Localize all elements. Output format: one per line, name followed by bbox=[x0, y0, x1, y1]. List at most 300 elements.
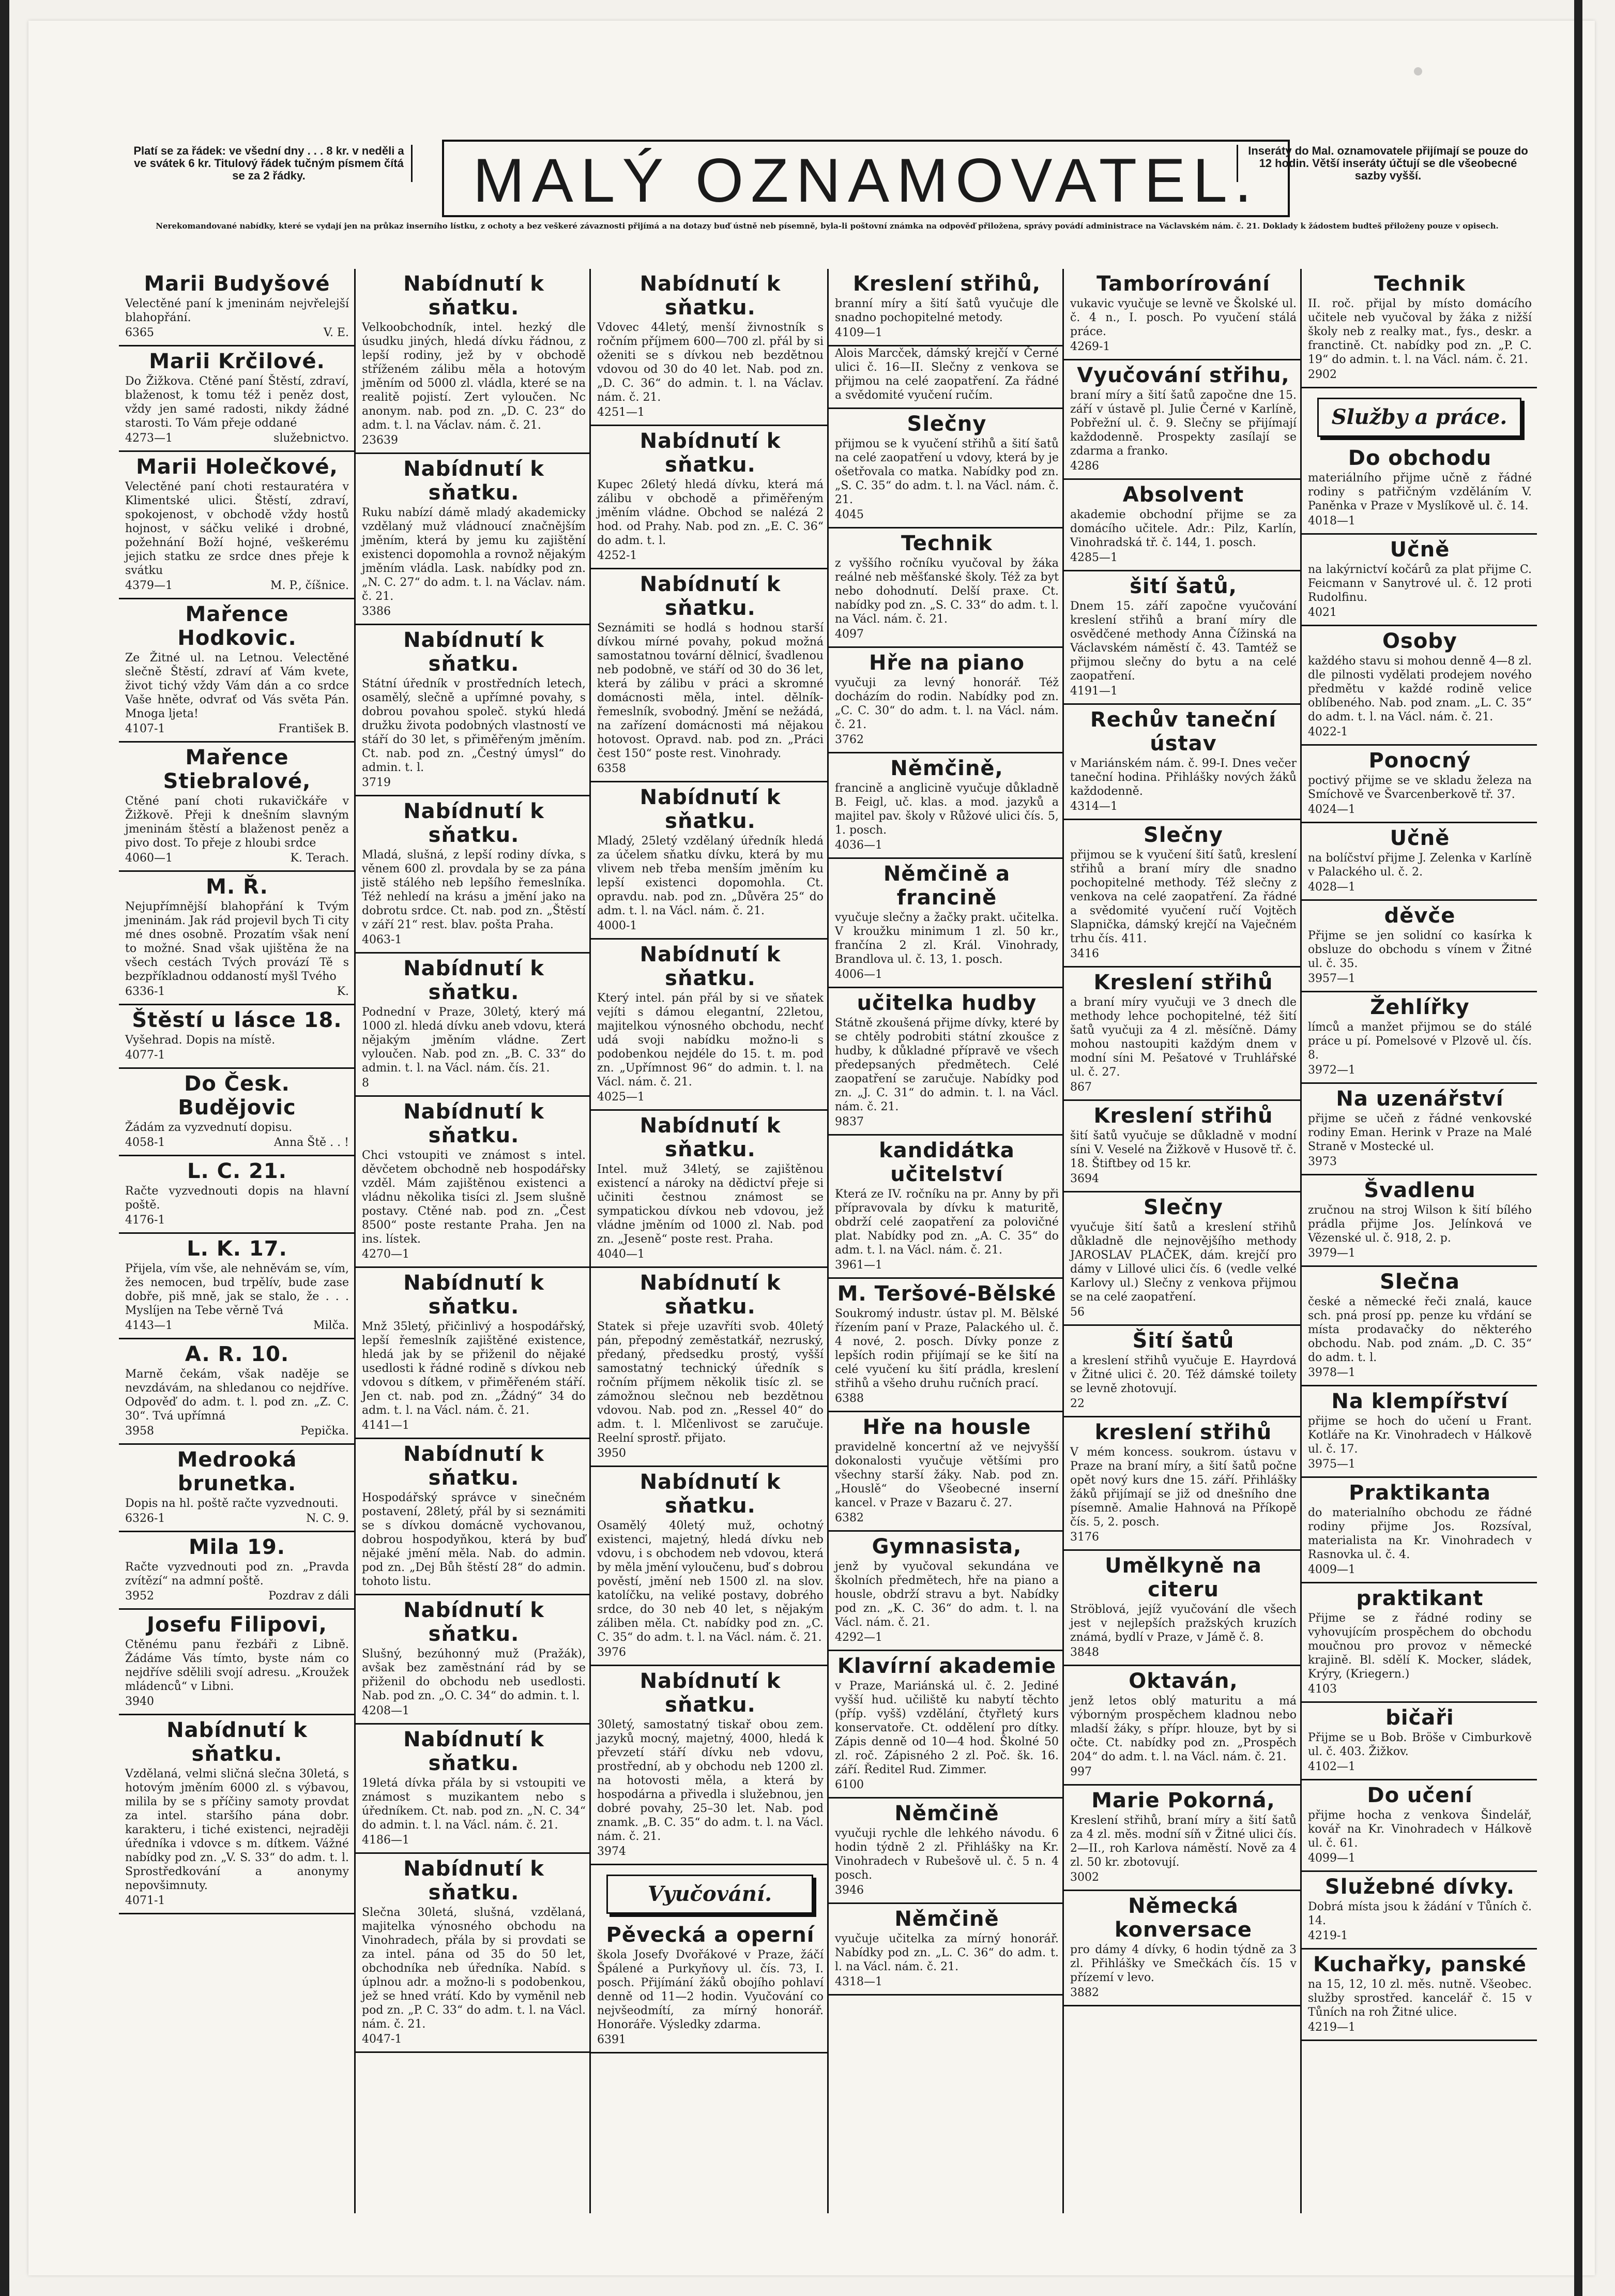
ad-title: Pěvecká a operní bbox=[606, 1923, 815, 1947]
classified-ad bbox=[591, 272, 829, 426]
ad-title: Tamborírování bbox=[1096, 272, 1270, 296]
classified-ad bbox=[119, 1072, 354, 1156]
ad-footer bbox=[1070, 684, 1297, 698]
ad-text: Marně čekám, však naděje se nevzdávám, na shledanou co nejdříve. Odpověď do adm. t. l. pod zn. „Z. C. 30“. Tvá upřímná bbox=[125, 1368, 349, 1423]
ad-footer bbox=[597, 1645, 824, 1659]
ad-code: 4047-1 bbox=[362, 2033, 402, 2046]
classified-ad bbox=[356, 457, 591, 625]
ad-code: 4292—1 bbox=[835, 1631, 882, 1644]
classified-ad bbox=[591, 943, 829, 1111]
classified-ad bbox=[829, 532, 1064, 648]
ad-footer bbox=[1308, 1929, 1532, 1943]
section-heading-box: Vyučování. bbox=[606, 1875, 813, 1914]
classified-ad bbox=[356, 1442, 591, 1595]
classified-ad bbox=[119, 1008, 354, 1069]
classified-ad bbox=[119, 875, 354, 1005]
ad-title: Nabídnutí k sňatku. bbox=[403, 628, 544, 676]
ad-title: Na klempířství bbox=[1331, 1389, 1509, 1413]
ad-text: II. roč. přijal by místo domácího učitele neb vyučoval by žáka z nižší školy neb z realky mat., fys., deskr. a franctině. Ct. nabídky pod zn. „P. C. 19“ do admin. t. l. na Václ. nám. č. 21. bbox=[1308, 297, 1532, 366]
ad-code: 6358 bbox=[597, 762, 626, 775]
ad-code: 4102—1 bbox=[1308, 1760, 1355, 1773]
ad-footer bbox=[835, 1630, 1059, 1644]
ad-text: 30letý, samostatný tiskař obou zem. jazyků mocný, majetný, 4000, hledá k převzetí stáří dívku neb vdovu, prostřední, ab y obchodu neb 1200 zl. na hotovosti měla, a která by hospodárna a přivedla i služebnou, jen dobré povahy, 25–30 let. Nab. pod znamk. „B. C. 35“ do adm. t. l. na Václ. nám. č. 21. bbox=[597, 1718, 824, 1843]
ad-title: Šití šatů bbox=[1132, 1329, 1235, 1353]
ad-title: Kuchařky, panské bbox=[1313, 1953, 1527, 1976]
ad-text: pravidelně koncertní až ve nejvyšší dokonalosti vyučuje většími pro všechny starší žáky. Nab. pod zn. „Houslě“ do Všeobecné inserní kancel. v Praze v Bazaru č. 27. bbox=[835, 1441, 1059, 1509]
column-5 bbox=[1062, 269, 1302, 2213]
ad-text: Který intel. pán přál by si ve sňatek vejíti s dámou elegantní, 22letou, majitelkou výnosného obchodu, nechť udá svoji nabídku možno-li s podobenkou nejdéle do 15. t. m. pod zn. „Upřímnost 96“ do admin. t. l. na Václ. nám. č. 21. bbox=[597, 992, 824, 1089]
ad-signature: Milča. bbox=[313, 1319, 349, 1332]
classified-ad bbox=[591, 1669, 829, 1865]
ad-signature: K. Terach. bbox=[290, 852, 349, 865]
classified-ad bbox=[1302, 1587, 1537, 1703]
ad-text: Hospodářský správce v sinečném postavení, 28letý, přál by si seznámiti se s dívkou domácně vychovanou, dobrou hospodyňkou, která by buď nějaké jmění měla. Nab. do admin. pod zn. „Dej Bůh štěstí 28“ do admin. tohoto listu. bbox=[362, 1491, 586, 1588]
ad-text: vukavic vyučuje se levně ve Školské ul. č. 4 n., I. posch. Po vyučení stálá práce. bbox=[1070, 297, 1297, 338]
ad-title: Žehlířky bbox=[1370, 995, 1470, 1019]
ad-text: Dobrá místa jsou k žádání v Tůních č. 14. bbox=[1308, 1900, 1532, 1927]
ad-footer bbox=[125, 1589, 349, 1603]
ad-text: přijmou se k vyučení střihů a šití šatů na celé zaopatření u vdovy, která by je ošetřovala co matka. Nabídky pod zn. „S. C. 35“ do adm. t. l. na Václ. nám. č. 21. bbox=[835, 437, 1059, 506]
page-title: MALÝ OZNAMOVATEL. bbox=[442, 140, 1290, 217]
ad-title: Hře na piano bbox=[869, 651, 1025, 675]
ad-footer bbox=[1308, 606, 1532, 620]
ad-code: 4058-1 bbox=[125, 1136, 165, 1149]
ad-footer bbox=[597, 919, 824, 933]
ad-title: Štěstí u lásce 18. bbox=[132, 1008, 342, 1032]
ad-title: Nabídnutí k sňatku. bbox=[403, 1442, 544, 1490]
ad-title: Marii Krčilové. bbox=[149, 350, 325, 373]
classified-ad bbox=[829, 1282, 1064, 1412]
classified-ad bbox=[591, 429, 829, 569]
ad-footer bbox=[362, 2032, 586, 2046]
ad-text: Ruku nabízí dámě mladý akademicky vzdělaný muž vládnoucí značnějším jměním, která by jemu ku zajištění existenci dopomohla a rovnož nějakým jměním vládla. Lask. nabídky pod zn. „N. C. 27“ do adm. t. l. na Václav. nám. č. 21. bbox=[362, 506, 586, 603]
ad-title: praktikant bbox=[1356, 1587, 1484, 1610]
classified-ad bbox=[1302, 749, 1537, 823]
ad-text: Velectěné paní k jmeninám nejvřelejší blahopřání. bbox=[125, 297, 349, 324]
ad-title: Absolvent bbox=[1122, 483, 1244, 507]
classified-ad bbox=[119, 602, 354, 743]
ad-footer bbox=[1308, 2020, 1532, 2034]
ad-footer bbox=[835, 1258, 1059, 1272]
ad-footer bbox=[1308, 1563, 1532, 1577]
ad-code: 6365 bbox=[125, 326, 154, 339]
ad-code: 997 bbox=[1070, 1765, 1092, 1778]
ad-title: Gymnasista, bbox=[872, 1535, 1022, 1559]
ad-code: 6326-1 bbox=[125, 1512, 165, 1525]
ad-footer bbox=[835, 508, 1059, 522]
ad-text: v Mariánském nám. č. 99-I. Dnes večer taneční hodina. Přihlášky nových žáků každodenně. bbox=[1070, 757, 1297, 798]
ad-footer bbox=[1308, 803, 1532, 817]
ad-code: 3386 bbox=[362, 605, 391, 618]
ad-signature: Anna Ště . . ! bbox=[273, 1136, 349, 1149]
ad-text: české a německé řeči znalá, kauce sch. pná prosí pp. penze ku vřdání se místa prodavačky do některého obchodu. Nab. pod znám. „D. C. 35“ do adm. t. l. bbox=[1308, 1295, 1532, 1364]
ad-text: braní míry a šití šatů započne dne 15. září v ústavě pl. Julie Černé v Karlíně, Pobřežní ul. č. 9. Slečny se přijímají každodenně. Prospekty zasílají se zdarma a franko. bbox=[1070, 389, 1297, 458]
ad-text: 19letá dívka přála by si vstoupiti ve známost s muzikantem nebo s úředníkem. Ct. nab. pod zn. „N. C. 34“ do admin. t. l. na Václ. nám. č. 21. bbox=[362, 1777, 586, 1832]
classified-ad bbox=[829, 1907, 1064, 1996]
ad-footer bbox=[1308, 1246, 1532, 1260]
classified-ad bbox=[356, 1598, 591, 1725]
ad-code: 4251—1 bbox=[597, 406, 645, 419]
classified-ad bbox=[1064, 1329, 1302, 1417]
ad-footer bbox=[125, 1512, 349, 1525]
ad-code: 4176-1 bbox=[125, 1214, 165, 1227]
ad-code: 6391 bbox=[597, 2033, 626, 2046]
classified-ad bbox=[1302, 1706, 1537, 1780]
classified-ad bbox=[591, 786, 829, 940]
classified-ad bbox=[1064, 1789, 1302, 1891]
ad-title: Nabídnutí k sňatku. bbox=[403, 1728, 544, 1775]
ad-footer bbox=[1070, 799, 1297, 813]
classified-ad bbox=[829, 1654, 1064, 1799]
ad-footer bbox=[835, 627, 1059, 641]
ad-code: 3719 bbox=[362, 776, 391, 789]
classified-ad bbox=[1302, 826, 1537, 901]
ad-text: materiálního přijme učně z řádné rodiny s patřičným vzděláním V. Paněnka v Praze v Myslíkově ul. č. 14. bbox=[1308, 472, 1532, 512]
ad-text: na 15, 12, 10 zl. měs. nutně. Všeobec. služby sprostřed. kancelář č. 15 v Tůních na roh Žitné ulice. bbox=[1308, 1978, 1532, 2019]
ad-footer bbox=[1070, 1765, 1297, 1779]
classified-ad bbox=[356, 957, 591, 1097]
classified-ad bbox=[119, 1448, 354, 1532]
column-2 bbox=[354, 269, 591, 2213]
classified-ad bbox=[1302, 1389, 1537, 1478]
ad-text: Přijme se z řádné rodiny se vyhovujícím prospěchem do obchodu moučnou pro provoz v německé krajině. Bl. sdělí K. Mocker, sládek, Krýry, (Kriegern.) bbox=[1308, 1612, 1532, 1681]
ad-text: v Praze, Mariánská ul. č. 2. Jediné vyšší hud. učiliště ku nabytí těchto (příp. vyšš) vzdělání, čtyřletý kurs konservatoře. Ct. oddělení pro dítky. Zápis denně od 10—4 hod. Školné 50 zl. roč. Zápisného 2 zl. Poč. šk. 16. září. Ředitel Rud. Zimmer. bbox=[835, 1680, 1059, 1776]
ad-text: pro dámy 4 dívky, 6 hodin týdně za 3 zl. Přihlášky ve Smečkách čís. 15 v přízemí v levo. bbox=[1070, 1943, 1297, 1984]
ad-text: a kreslení střihů vyučuje E. Hayrdová v Žitné ulici č. 20. Též dámské toilety se levně zhotovují. bbox=[1070, 1354, 1297, 1395]
ad-text: Dnem 15. září započne vyučování kreslení střihů a braní míry dle osvědčené methody Anna Čížinská na Václavském náměstí č. 43. Tamtéž se přijmou slečny do bytu a na celé zaopatření. bbox=[1070, 600, 1297, 683]
ad-code: 6382 bbox=[835, 1512, 864, 1524]
ad-code: 4022-1 bbox=[1308, 726, 1348, 738]
left-scan-edge bbox=[0, 0, 9, 2296]
ad-title: Do obchodu bbox=[1348, 446, 1492, 470]
ad-title: Kreslení střihů bbox=[1093, 971, 1273, 994]
ad-signature: Pepička. bbox=[300, 1425, 349, 1438]
ad-footer bbox=[1308, 1155, 1532, 1169]
ad-title: Němčině bbox=[894, 1802, 999, 1825]
ad-footer bbox=[362, 1704, 586, 1718]
ad-code: 4099—1 bbox=[1308, 1852, 1355, 1865]
classified-ad bbox=[119, 1159, 354, 1234]
ad-footer bbox=[125, 722, 349, 736]
ad-signature: František B. bbox=[278, 722, 349, 735]
ad-text: Velectěné paní choti restauratéra v Klimentské ulici. Štěstí, zdraví, spokojenost, v obchodě vždy hostů hojnost, v sáčku veliké i drobné, požehnání Boží hojné, veškerému jejich statku ze srdce dnes přeje k svátku bbox=[125, 480, 349, 577]
ad-title: Mila 19. bbox=[188, 1535, 285, 1559]
ad-code: 2902 bbox=[1308, 368, 1337, 381]
ad-text: límců a manžet přijmou se do stálé práce u pí. Pomelsové v Plzově ul. čís. 8. bbox=[1308, 1021, 1532, 1062]
ad-text: poctivý přijme se ve skladu železa na Smíchově ve Švarcenberkově tř. 37. bbox=[1308, 774, 1532, 801]
ad-code: 4036—1 bbox=[835, 839, 882, 852]
ad-footer bbox=[125, 1695, 349, 1709]
ad-footer bbox=[362, 433, 586, 447]
classified-ad bbox=[829, 346, 1064, 409]
ad-text: z vyššího ročníku vyučoval by žáka reálné neb měšťanské školy. Též za byt nebo dohodnutí. Delší praxe. Ct. nabídky pod zn. „S. C. 33“ do adm. t. l. na Václ. nám. č. 21. bbox=[835, 557, 1059, 626]
ad-footer bbox=[362, 1076, 586, 1090]
ad-text: Mladý, 25letý vzdělaný úředník hledá za účelem sňatku dívku, která by mu vlivem neb třeba menším jměním ku lepší existenci dopomohla. Ct. opravdu. nab. pod zn. „Důvěra 25“ do adm. t. l. na Václ. nám. č. 21. bbox=[597, 835, 824, 917]
ad-title: Nabídnutí k sňatku. bbox=[639, 1271, 781, 1319]
ad-title: Nabídnutí k sňatku. bbox=[403, 457, 544, 505]
column-4 bbox=[827, 269, 1064, 2213]
ad-title: A. R. 10. bbox=[185, 1342, 290, 1366]
ad-title: M. Teršové-Bělské bbox=[837, 1282, 1057, 1306]
ad-footer bbox=[1070, 1305, 1297, 1319]
ad-title: Marie Pokorná, bbox=[1091, 1789, 1275, 1812]
classified-ad bbox=[591, 1470, 829, 1666]
ad-title: Josefu Filipovi, bbox=[147, 1613, 327, 1637]
classified-ad bbox=[1302, 995, 1537, 1084]
classified-ad bbox=[829, 272, 1064, 346]
ad-code: 4018—1 bbox=[1308, 515, 1355, 527]
ad-footer bbox=[1308, 972, 1532, 986]
ad-text: Ctěné paní choti rukavičkáře v Žižkově. Přeji k dnešním slavným jmeninám štěstí a blaženost peněz a pivo dost. To přeje z hloubi srdce bbox=[125, 795, 349, 850]
classified-ad bbox=[1064, 1669, 1302, 1786]
ad-title: Mařence Stiebralové, bbox=[163, 746, 311, 793]
ad-text: jenž by vyučoval sekundána ve školních předmětech, hře na piano a housle, obdrží stravu a byt. Nabídky pod zn. „K. C. 36“ do adm. t. l. na Václ. nám. č. 21. bbox=[835, 1560, 1059, 1629]
ad-footer bbox=[125, 1136, 349, 1150]
ad-code: 4024—1 bbox=[1308, 803, 1355, 816]
classified-ad bbox=[356, 1100, 591, 1268]
ad-title: Nabídnutí k sňatku. bbox=[639, 1470, 781, 1518]
ad-text: Osamělý 40letý muž, ochotný existenci, majetný, hledá dívku neb vdovu, i s obchodem neb vdovou, která by měla jmění vyloučenu, buď s dobrou pověstí, jmění neb 1500 zl. na slov. katolíčku, na veliké postavy, dobrého srdce, do 30 neb 40 let, s nějakým záliben měla. Ct. nabídky pod zn. „C. C. 35“ do adm. t. l. na Václ. nám. č. 21. bbox=[597, 1519, 824, 1644]
ad-text: Přijme se u Bob. Bröše v Cimburkově ul. č. 403. Žižkov. bbox=[1308, 1731, 1532, 1758]
ad-footer bbox=[835, 968, 1059, 981]
ad-footer bbox=[125, 1319, 349, 1333]
ad-code: 3978—1 bbox=[1308, 1366, 1355, 1379]
ad-text: každého stavu si mohou denně 4—8 zl. dle pilnosti vydělati prodejem nového předmětu v každé rodině velice oblíbeného. Nab. pod znam. „L. C. 35“ do adm. t. l. na Václ. nám. č. 21. bbox=[1308, 655, 1532, 723]
ad-code: 4021 bbox=[1308, 606, 1337, 619]
ad-title: Vyučování střihu, bbox=[1077, 364, 1290, 387]
ad-code: 4314—1 bbox=[1070, 800, 1118, 813]
ad-code: 4009—1 bbox=[1308, 1563, 1355, 1576]
ad-title: Učně bbox=[1390, 538, 1450, 562]
ad-title: Učně bbox=[1390, 826, 1450, 850]
ad-code: 4318—1 bbox=[835, 1975, 882, 1988]
ad-code: 23639 bbox=[362, 434, 398, 447]
ad-footer bbox=[125, 985, 349, 999]
ad-title: Nabídnutí k sňatku. bbox=[639, 1669, 781, 1717]
classified-ad bbox=[1064, 708, 1302, 820]
ad-title: Do Česk. Budějovic bbox=[178, 1072, 296, 1120]
classified-ad bbox=[1064, 1421, 1302, 1551]
ad-footer bbox=[835, 838, 1059, 852]
column-3 bbox=[589, 269, 829, 2213]
ad-text: na lakýrnictví kočárů za plat přijme C. Feicmann v Sanytrové ul. č. 12 proti Rudolfinu. bbox=[1308, 563, 1532, 604]
ad-code: 3974 bbox=[597, 1845, 626, 1858]
ad-code: 4219—1 bbox=[1308, 2021, 1355, 2034]
ad-code: 3762 bbox=[835, 733, 864, 746]
ad-title: Medrooká brunetka. bbox=[177, 1448, 297, 1496]
ad-text: Chci vstoupiti ve známost s intel. děvčetem obchodně neb hospodářsky vzděl. Mám zajištěnou existenci a vládnu několika tisíci zl. Jsem slušně postavy. Ctěné nab. pod zn. „Čest 8500“ poste restante Praha. Jen na ins. lístek. bbox=[362, 1149, 586, 1246]
ad-title: Mařence Hodkovic. bbox=[177, 602, 297, 650]
ad-code: 4379—1 bbox=[125, 579, 173, 592]
ad-title: Technik bbox=[901, 532, 993, 555]
ad-title: Nabídnutí k sňatku. bbox=[403, 1598, 544, 1646]
ad-code: 4028—1 bbox=[1308, 881, 1355, 894]
ad-text: francině a anglicině vyučuje důkladně B. Feigl, uč. klas. a mod. jazyků a majitel pav. školy v Růžové ulici čís. 5, 1. posch. bbox=[835, 782, 1059, 837]
classified-ad bbox=[1064, 1196, 1302, 1326]
scan-dot bbox=[1414, 67, 1422, 75]
ad-text: Alois Marcček, dámský krejčí v Černé ulici č. 16—II. Slečny z venkova se přijmou na celé zaopatření. Za řádné a svědomité vyučení ručím. bbox=[835, 347, 1059, 402]
classified-ad bbox=[1302, 1875, 1537, 1950]
ad-code: 4143—1 bbox=[125, 1319, 173, 1332]
ad-text: branní míry a šití šatů vyučuje dle snadno pochopitelné metody. bbox=[835, 297, 1059, 324]
classified-ad bbox=[1302, 1784, 1537, 1872]
ad-code: 4286 bbox=[1070, 460, 1099, 473]
ad-code: 4077-1 bbox=[125, 1049, 165, 1062]
classified-ad bbox=[829, 412, 1064, 528]
ad-text: Slušný, bezúhonný muž (Pražák), avšak bez zaměstnání rád by se přiženil do obchodu neb usedlosti. Nab. pod zn. „O. C. 34“ do admin. t. l. bbox=[362, 1648, 586, 1702]
ad-code: 4060—1 bbox=[125, 852, 173, 865]
ad-footer bbox=[125, 1424, 349, 1438]
ad-title: Rechův taneční ústav bbox=[1090, 708, 1277, 756]
ad-footer bbox=[1070, 1397, 1297, 1411]
ad-code: 4109—1 bbox=[835, 326, 882, 339]
classified-ad bbox=[829, 991, 1064, 1136]
ad-title: Němčině a francině bbox=[883, 862, 1011, 910]
classified-ad bbox=[119, 1535, 354, 1610]
classified-ad bbox=[1302, 1270, 1537, 1386]
ad-text: Mnž 35letý, přičinlivý a hospodářský, lepší řemeslník zajištěné existence, hledá jak by se přiženil do nějaké usedlosti k řádné rodině s dívkou neb vdovou s dítkem, v přiměřeném stáří. Jen ct. nab. pod zn. „Žádný“ 34 do adm. t. l. na Václ. nám. č. 21. bbox=[362, 1320, 586, 1417]
ad-signature: služebnictvo. bbox=[273, 432, 349, 445]
ad-title: Nabídnutí k sňatku. bbox=[403, 1857, 544, 1905]
classified-ad bbox=[829, 1415, 1064, 1532]
classified-ad bbox=[356, 799, 591, 954]
ad-text: Račte vyzvednouti dopis na hlavní poště. bbox=[125, 1185, 349, 1212]
classified-ad bbox=[829, 651, 1064, 753]
ad-code: 4269-1 bbox=[1070, 340, 1110, 353]
ad-text: vyučuji za levný honorář. Též docházím do rodin. Nabídky pod zn. „C. C. 30“ do adm. t. l. na Václ. nám. č. 21. bbox=[835, 676, 1059, 731]
classified-ad bbox=[591, 572, 829, 782]
classified-ad bbox=[1302, 1179, 1537, 1267]
ad-footer bbox=[362, 1418, 586, 1432]
ad-title: Slečny bbox=[907, 412, 987, 436]
ad-text: Nejupřímnější blahopřání k Tvým jmeninám. Jak rád projevil bych Ti city mé dnes osobně. Prozatím však není to možné. Snad však ujištěna že na všech cestách Tvých provází Tě s bezpříkladnou oddaností myšl Tvého bbox=[125, 900, 349, 983]
ad-code: 3976 bbox=[597, 1646, 626, 1659]
ad-title: Ponocný bbox=[1368, 749, 1471, 773]
ad-code: 3979—1 bbox=[1308, 1247, 1355, 1260]
ad-title: M. Ř. bbox=[206, 875, 268, 899]
ad-text: Intel. muž 34letý, se zajištěnou existencí a nároky na dědictví přeje si učiniti čestnou známost se sympatickou dívkou neb vdovou, jež vládne jměním od 1000 zl. Nab. pod zn. „Jeseně“ poste rest. Praha. bbox=[597, 1163, 824, 1246]
ad-code: 3961—1 bbox=[835, 1259, 882, 1272]
ad-title: Do učení bbox=[1367, 1784, 1473, 1807]
ad-code: 3950 bbox=[597, 1447, 626, 1460]
ad-code: 9837 bbox=[835, 1115, 864, 1128]
ad-title: Umělkyně na citeru bbox=[1105, 1554, 1262, 1602]
ad-text: přijmou se k vyučení šití šatů, kreslení střihů a braní míry dle snadno pochopitelné methody. Též slečny z venkova na celé zaopatření. Za řádné a svědomité vyučení ručí Vojtěch Slapnička, dámský krejčí na Vaječném trhu čís. 411. bbox=[1070, 849, 1297, 945]
ad-footer bbox=[1308, 725, 1532, 739]
ad-text: Kreslení střihů, braní míry a šití šatů za 4 zl. měs. modní síň v Žitné ulici čís. 2—II., roh Karlova náměstí. Nově za 4 zl. 50 kr. zbotovují. bbox=[1070, 1814, 1297, 1869]
ad-footer bbox=[835, 1883, 1059, 1897]
ad-title: Nabídnutí k sňatku. bbox=[639, 429, 781, 477]
ad-footer bbox=[835, 1975, 1059, 1989]
ad-text: Seznámiti se hodlá s hodnou starší dívkou mírné povahy, pokud možná samostatnou tovární dělnicí, švadlenou neb podobně, ve stáří od 30 do 36 let, která by zálibu v práci a skromné domácnosti měla, intel. dělník-řemeslník, svobodný. Jmění se nežádá, na zařízení domácnosti má nějakou hotovost. Opravd. nab. pod zn. „Práci čest 150“ poste rest. Vinohrady. bbox=[597, 622, 824, 760]
classified-ad bbox=[1302, 1953, 1537, 2041]
ad-title: Služebné dívky. bbox=[1324, 1875, 1515, 1899]
ad-title: Slečna bbox=[1380, 1270, 1460, 1294]
classified-ad bbox=[829, 757, 1064, 859]
ad-code: 3973 bbox=[1308, 1155, 1337, 1168]
ad-text: škola Josefy Dvořákové v Praze, žáčí Špálené a Purkyňovy ul. čís. 73, I. posch. Přijímání žáků obojího pohlaví denně od 11—2 hodin. Vyučování co nejvšeodmítí, za mírný honorář. Honoráře. Výsledky zdarma. bbox=[597, 1948, 824, 2031]
ad-code: 4103 bbox=[1308, 1683, 1337, 1696]
ad-code: 22 bbox=[1070, 1397, 1085, 1410]
ad-footer bbox=[362, 1833, 586, 1847]
ad-footer bbox=[597, 762, 824, 776]
classified-ad bbox=[1064, 575, 1302, 705]
classified-ad bbox=[356, 1728, 591, 1854]
ad-footer bbox=[125, 1048, 349, 1062]
masthead bbox=[121, 140, 1533, 235]
ad-code: 3952 bbox=[125, 1590, 154, 1603]
ad-text: vyučuje slečny a žačky prakt. učitelka. V kroužku minimum 1 zl. 50 kr., frančína 2 zl. Král. Vinohrady, Brandlova ul. č. 13, 1. posch. bbox=[835, 911, 1059, 966]
ad-footer bbox=[1308, 880, 1532, 894]
ad-text: do materialního obchodu ze řádné rodiny přijme Jos. Rozsíval, materialista na Kr. Vinohradech v Rasnovka ul. č. 4. bbox=[1308, 1506, 1532, 1561]
ad-title: Praktikanta bbox=[1349, 1481, 1491, 1505]
ad-code: 4208—1 bbox=[362, 1704, 409, 1717]
ad-text: Dopis na hl. poště račte vyzvednouti. bbox=[125, 1497, 339, 1510]
ad-text: Statek si přeje uzavříti svob. 40letý pán, přepodný zeměstatkář, nezruský, předaný, předsedku prostý, vyšší samostatný technický úředník s ročním příjmem několik tisíc zl. se zámožnou slečnou neb bezdětnou vdovou. Nab. pod zn. „Ressel 40“ do adm. t. l. Mlčenlivost se zaručuje. Reelní sprostř. přijato. bbox=[597, 1320, 824, 1445]
ad-footer bbox=[1070, 1080, 1297, 1094]
ad-code: 6100 bbox=[835, 1778, 864, 1791]
classified-ad bbox=[356, 1271, 591, 1439]
ad-text: přijme se učeň z řádné venkovské rodiny Eman. Herink v Praze na Malé Straně v Mostecké ul. bbox=[1308, 1112, 1532, 1153]
ad-code: 3940 bbox=[125, 1695, 154, 1708]
ad-text: a braní míry vyučuji ve 3 dnech dle methody lehce pochopitelné, též šití šatů vyučuji za 4 zl. měsíčně. Dámy mohou nastoupiti každým dnem v modní síni M. Pešatové v Truhlářské ul. č. 27. bbox=[1070, 996, 1297, 1079]
ad-footer bbox=[1070, 1986, 1297, 2000]
ad-title: Nabídnutí k sňatku. bbox=[403, 272, 544, 320]
ad-signature: V. E. bbox=[323, 326, 349, 339]
ad-code: 4006—1 bbox=[835, 968, 882, 981]
ad-text: Vzdělaná, velmi sličná slečna 30letá, s hotovým jměním 6000 zl. s výbavou, milila by se s příčiny samoty provdat za intel. staršího pána dobr. karakteru, i tiché existenci, nejraději úředníka i vdovce s m. dítkem. Vážné nabídky pod zn. „V. S. 33“ do adm. t. l. Sprostředkování a anonymy nepovšimnuty. bbox=[125, 1768, 349, 1892]
ad-code: 3416 bbox=[1070, 947, 1099, 960]
ad-title: kandidátka učitelství bbox=[879, 1139, 1015, 1186]
ad-footer bbox=[1308, 1682, 1532, 1696]
classified-ad bbox=[829, 1535, 1064, 1651]
ad-text: Která ze IV. ročníku na pr. Anny by při přípravovala by dívku k maturitě, obdrží celé zaopatření za polovičné plat. Nabídky pod zn. „A. C. 35“ do adm. t. l. na Václ. nám. č. 21. bbox=[835, 1188, 1059, 1257]
ad-footer bbox=[125, 1894, 349, 1908]
ad-text: vyučuje šití šatů a kreslení střihů důkladně dle nejnovějšího methody JAROSLAV PLAČEK, dám. krejčí pro dámy v Lillové ulici čís. 6 (vedle velké Karlovy ul.) Slečny z venkova přijmou se na celé zaopatření. bbox=[1070, 1221, 1297, 1304]
ad-code: 4252-1 bbox=[597, 549, 637, 562]
classified-ad bbox=[1302, 904, 1537, 992]
ad-code: 4186—1 bbox=[362, 1834, 409, 1847]
ad-title: Německá konversace bbox=[1114, 1894, 1253, 1942]
ad-code: 4285—1 bbox=[1070, 551, 1118, 564]
ad-code: 3882 bbox=[1070, 1986, 1099, 1999]
classified-ad bbox=[829, 1802, 1064, 1904]
ad-footer bbox=[125, 431, 349, 445]
ad-title: Technik bbox=[1374, 272, 1466, 296]
ad-footer bbox=[362, 933, 586, 947]
ad-title: Nabídnutí k sňatku. bbox=[403, 799, 544, 847]
ad-footer bbox=[1070, 1172, 1297, 1186]
classified-ad bbox=[1064, 1894, 1302, 2006]
ad-text: přijme se hoch do učení u Frant. Kotláře na Kr. Vinohradech v Hálkově ul. č. 17. bbox=[1308, 1415, 1532, 1456]
ad-footer bbox=[597, 1446, 824, 1460]
ad-footer bbox=[1308, 1851, 1532, 1865]
ad-footer bbox=[1308, 514, 1532, 528]
ad-text: akademie obchodní přijme se za domácího učitele. Adr.: Pilz, Karlín, Vinohradská tř. č. 144, 1. posch. bbox=[1070, 508, 1297, 549]
ad-title: Slečny bbox=[1144, 1196, 1223, 1219]
ad-footer bbox=[1308, 1457, 1532, 1471]
ad-footer bbox=[1308, 368, 1532, 382]
ad-code: 4107-1 bbox=[125, 722, 165, 735]
ad-code: 4063-1 bbox=[362, 933, 402, 946]
classified-ad bbox=[356, 1857, 591, 2053]
ad-footer bbox=[597, 1090, 824, 1104]
ad-footer bbox=[597, 2033, 824, 2047]
ad-title: Nabídnutí k sňatku. bbox=[403, 957, 544, 1004]
section-heading-box: Služby a práce. bbox=[1317, 398, 1521, 437]
ad-columns bbox=[119, 269, 1535, 2213]
ad-title: Nabídnutí k sňatku. bbox=[639, 943, 781, 990]
